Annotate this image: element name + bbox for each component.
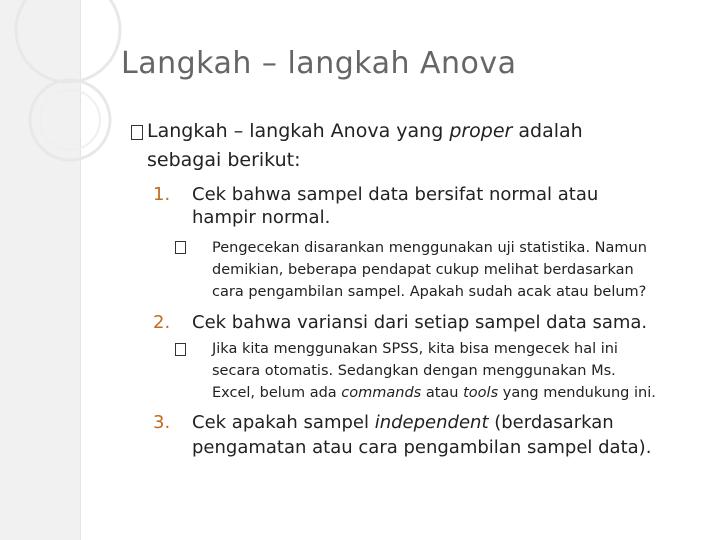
item-2-line-1: Cek bahwa variansi dari setiap sampel data sama. [192, 312, 648, 333]
item-3-line-2: pengamatan atau cara pengambilan sampel data). [192, 437, 652, 458]
item-2-sub-line-2: secara otomatis. Sedangkan dengan menggunakan Ms. [212, 363, 616, 379]
item-2-sub-line-1: Jika kita menggunakan SPSS, kita bisa mengecek hal ini [212, 341, 618, 357]
intro-line-1 [147, 120, 583, 142]
text-span: Cek apakah sampel [192, 412, 375, 433]
intro-line-2: sebagai berikut: [147, 149, 301, 171]
item-1-sub-line-3: cara pengambilan sampel. Apakah sudah acak atau belum? [212, 284, 647, 300]
item-1-line-1: Cek bahwa sampel data bersifat normal atau [192, 184, 599, 205]
sub-bullet-box-icon [175, 241, 186, 254]
intro-emphasis: proper [449, 120, 513, 142]
item-number: 1. [153, 184, 171, 205]
item-number: 3. [153, 412, 171, 433]
slide-title: Langkah – langkah Anova [121, 46, 517, 81]
item-1-sub-line-2: demikian, beberapa pendapat cukup melihat berdasarkan [212, 262, 634, 278]
item-number: 2. [153, 312, 171, 333]
emphasis-independent: independent [374, 412, 489, 433]
item-2-sub-line-3 [212, 385, 656, 401]
bullet-box-icon [131, 125, 143, 140]
intro-text: Langkah – langkah Anova yang [147, 120, 450, 142]
text-span: (berdasarkan [488, 412, 614, 433]
item-1-sub-line-1: Pengecekan disarankan menggunakan uji statistika. Namun [212, 240, 647, 256]
text-span: Excel, belum ada [212, 385, 342, 401]
text-span: yang mendukung ini. [498, 385, 656, 401]
item-3-line-1 [192, 412, 614, 433]
intro-text-suffix: adalah [512, 120, 583, 142]
text-span: atau [421, 385, 464, 401]
sub-bullet-box-icon [175, 343, 186, 356]
emphasis-tools: tools [463, 385, 499, 401]
item-1-line-2: hampir normal. [192, 207, 331, 228]
emphasis-commands: commands [341, 385, 422, 401]
